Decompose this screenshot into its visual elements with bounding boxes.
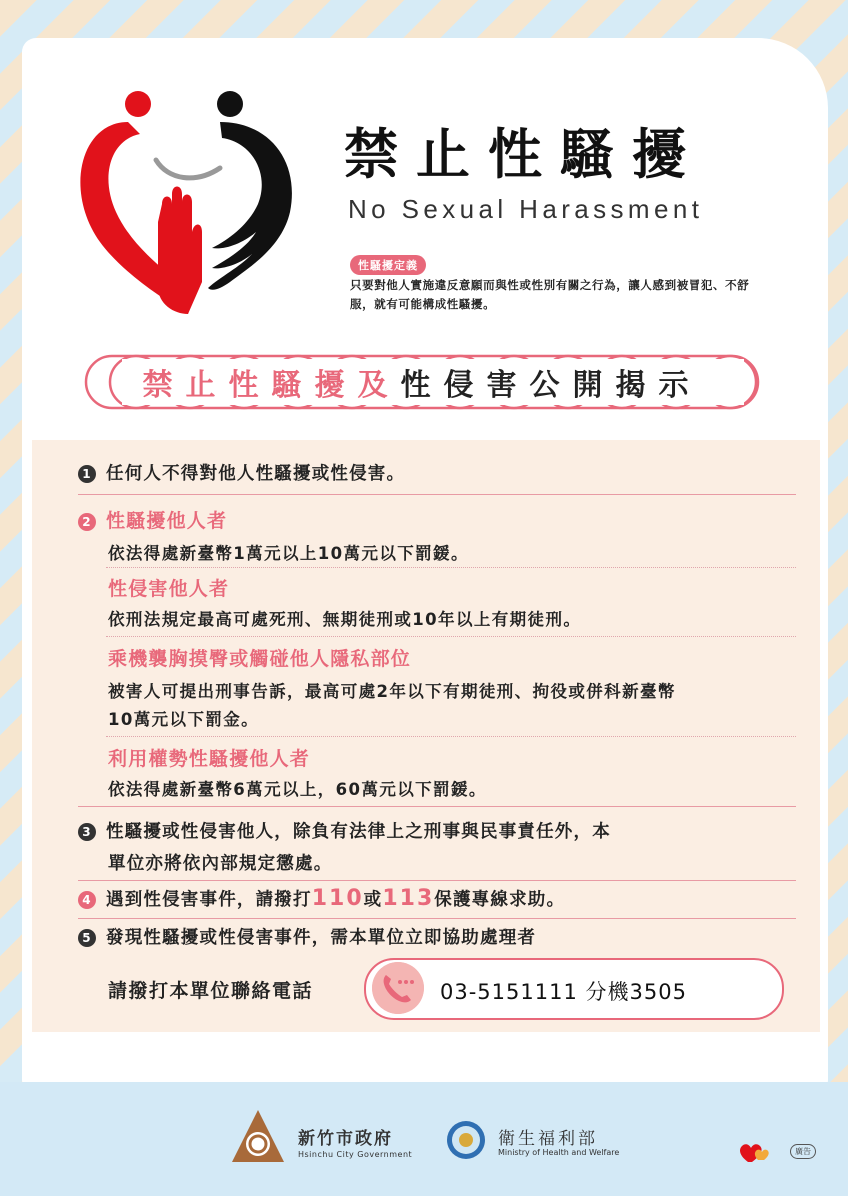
item-1 <box>78 460 405 485</box>
phone-icon <box>372 962 424 1014</box>
hotline-110: 110 <box>311 886 364 911</box>
item-4-text-b: 保護專線求助。 <box>434 890 566 910</box>
item-2-text-4: 依法得處新臺幣6萬元以上，60萬元以下罰鍰。 <box>108 780 487 799</box>
hsinchu-emblem <box>228 1108 288 1166</box>
item-5-text: 發現性騷擾或性侵害事件，需本單位立即協助處理者 <box>106 928 537 948</box>
item-4-text-a: 遇到性侵害事件，請撥打 <box>106 890 312 910</box>
item-1-number: 1 <box>78 465 96 483</box>
item-3-number: 3 <box>78 823 96 841</box>
definition-text: 只要對他人實施違反意願而與性或性別有關之行為，讓人感到被冒犯、不舒服，就有可能構成性騷擾。 <box>350 278 750 311</box>
item-2-number: 2 <box>78 513 96 531</box>
item-4-number: 4 <box>78 891 96 909</box>
item-3-text-a: 性騷擾或性侵害他人，除負有法律上之刑事與民事責任外，本 <box>106 822 611 842</box>
dotted-divider <box>106 736 796 737</box>
mohw-emblem <box>446 1120 486 1160</box>
definition-tag: 性騷擾定義 <box>350 255 426 275</box>
item-2-heading-3: 乘機襲胸摸臀或觸碰他人隱私部位 <box>108 648 412 670</box>
item-2-heading-1 <box>78 506 227 533</box>
item-2-text-3a: 被害人可提出刑事告訴，最高可處2年以下有期徒刑、拘役或併科新臺幣 <box>108 682 676 701</box>
item-3-line-1 <box>78 818 611 843</box>
dotted-divider <box>106 567 796 568</box>
footer-band <box>0 1082 848 1196</box>
contact-label: 請撥打本單位聯絡電話 <box>108 980 314 1002</box>
heart-badge-icon <box>738 1140 772 1164</box>
item-5 <box>78 924 536 949</box>
divider <box>78 880 796 881</box>
org2-english: Ministry of Health and Welfare <box>498 1148 620 1157</box>
dotted-divider <box>106 636 796 637</box>
item-4 <box>78 886 565 911</box>
item-2-text-1: 依法得處新臺幣1萬元以上10萬元以下罰鍰。 <box>108 544 469 563</box>
item-2-heading-2: 性侵害他人者 <box>108 578 230 600</box>
org2-name: 衛生福利部 <box>498 1129 598 1149</box>
banner-title-part1: 禁止性騷擾及 <box>142 368 401 403</box>
divider <box>78 494 796 495</box>
phone-number: 03-5151111 分機3505 <box>440 980 687 1004</box>
title-english: No Sexual Harassment <box>348 194 704 224</box>
org1-name: 新竹市政府 <box>298 1129 393 1149</box>
item-2-heading-4: 利用權勢性騷擾他人者 <box>108 748 311 770</box>
ad-label: 廣告 <box>790 1144 816 1159</box>
banner-title <box>82 350 762 414</box>
item-2-text-3b: 10萬元以下罰金。 <box>108 710 260 729</box>
heart-hands-logo <box>70 82 320 322</box>
title-chinese: 禁止性騷擾 <box>344 123 704 186</box>
banner-title-part2: 性侵害公開揭示 <box>400 368 702 403</box>
hotline-113: 113 <box>382 886 435 911</box>
item-5-number: 5 <box>78 929 96 947</box>
item-4-or: 或 <box>363 890 383 910</box>
item-2-text-2: 依刑法規定最高可處死刑、無期徒刑或10年以上有期徒刑。 <box>108 610 582 629</box>
item-1-text: 任何人不得對他人性騷擾或性侵害。 <box>106 464 406 484</box>
divider <box>78 806 796 807</box>
item-3-line-2: 單位亦將依內部規定懲處。 <box>108 854 333 874</box>
item-2-h1: 性騷擾他人者 <box>106 510 228 532</box>
divider <box>78 918 796 919</box>
org1-english: Hsinchu City Government <box>298 1150 413 1159</box>
